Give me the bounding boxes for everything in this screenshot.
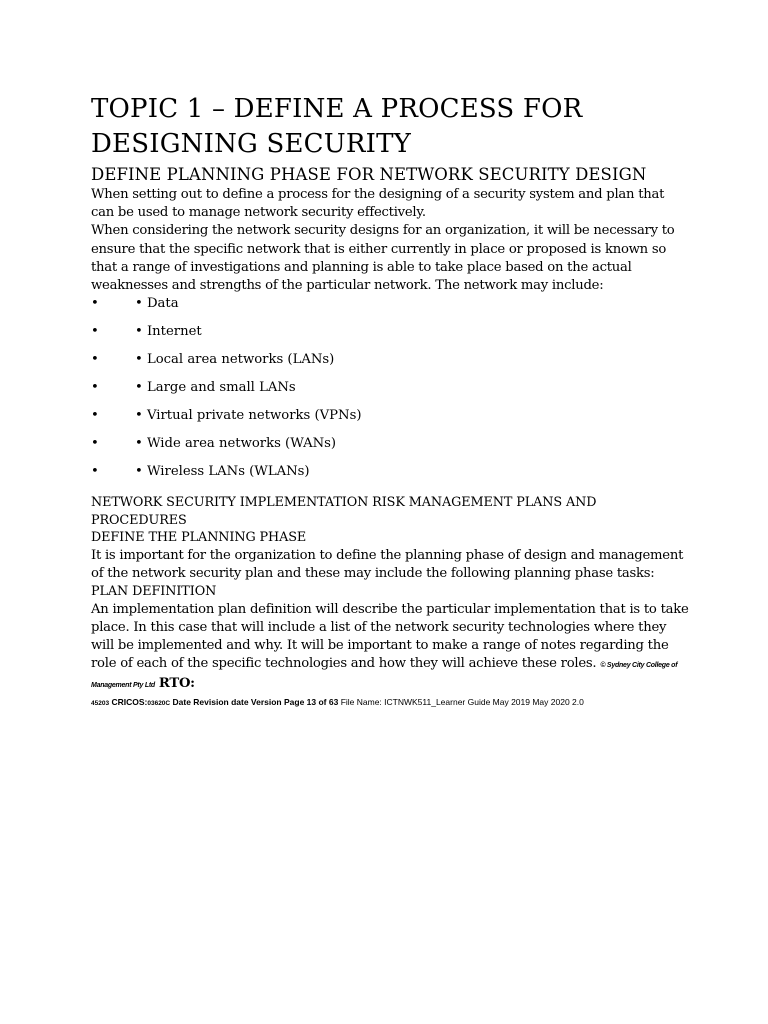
bullet-marker: • <box>91 352 99 368</box>
list-item <box>91 323 691 351</box>
bullet-marker: • <box>91 408 99 424</box>
planning-phase-heading: DEFINE THE PLANNING PHASE <box>91 530 307 546</box>
page-title: TOPIC 1 – DEFINE A PROCESS FOR DESIGNING SECURITY <box>91 94 583 159</box>
list-item <box>91 435 691 463</box>
cricos-label: CRICOS: <box>111 696 148 707</box>
document-meta: Date Revision date Version Page 13 of 63 <box>172 696 339 707</box>
rto-number: 45203 <box>91 699 110 707</box>
intro-paragraph: When setting out to define a process for the designing of a security system and plan that can be used to manage network security effectively. <box>91 187 665 221</box>
list-item <box>91 379 691 407</box>
bullet-marker: • <box>91 296 99 312</box>
section-heading: DEFINE PLANNING PHASE FOR NETWORK SECURITY DESIGN <box>91 165 647 184</box>
plan-definition-text: An implementation plan definition will describe the particular implementation that is to take place. In this case that will include a list of the network security technologies where they will be implemented and why. It will be important to make a range of notes regarding the role of each of the specific technologies and how they will achieve these roles. <box>91 601 689 672</box>
bullet-marker: • <box>91 380 99 396</box>
bullet-marker: • <box>91 324 99 340</box>
network-list <box>91 295 691 491</box>
risk-management-heading: NETWORK SECURITY IMPLEMENTATION RISK MANAGEMENT PLANS AND PROCEDURES <box>91 495 597 528</box>
plan-definition-paragraph <box>91 601 691 696</box>
file-name: File Name: ICTNWK511_Learner Guide May 2019 May 2020 2.0 <box>340 696 584 707</box>
network-paragraph: When considering the network security designs for an organization, it will be necessary to ensure that the specific network that is either currently in place or proposed is known so that a range of investigations and planning is able to take place based on the actual weaknesses and strengths of the particular network. The network may include: <box>91 223 675 294</box>
list-item-text: • Virtual private networks (VPNs) <box>135 408 362 424</box>
list-item <box>91 295 691 323</box>
list-item-text: • Wireless LANs (WLANs) <box>135 464 310 480</box>
list-item-text: • Local area networks (LANs) <box>135 352 335 368</box>
list-item-text: • Large and small LANs <box>135 380 296 396</box>
planning-paragraph: It is important for the organization to define the planning phase of design and management of the network security plan and these may include the following planning phase tasks: <box>91 547 684 581</box>
list-item-text: • Data <box>135 296 179 312</box>
bullet-marker: • <box>91 464 99 480</box>
list-item-text: • Internet <box>135 324 202 340</box>
copyright-notice: © Sydney City College of Management Pty Ltd <box>91 662 678 690</box>
bullet-marker: • <box>91 436 99 452</box>
cricos-number: 03620C <box>147 699 171 707</box>
list-item-text: • Wide area networks (WANs) <box>135 436 337 452</box>
rto-label: RTO: <box>158 676 195 692</box>
plan-definition-heading: PLAN DEFINITION <box>91 584 217 600</box>
list-item <box>91 351 691 379</box>
page-footer <box>91 696 691 710</box>
list-item <box>91 463 691 491</box>
page-content <box>91 92 691 710</box>
list-item <box>91 407 691 435</box>
